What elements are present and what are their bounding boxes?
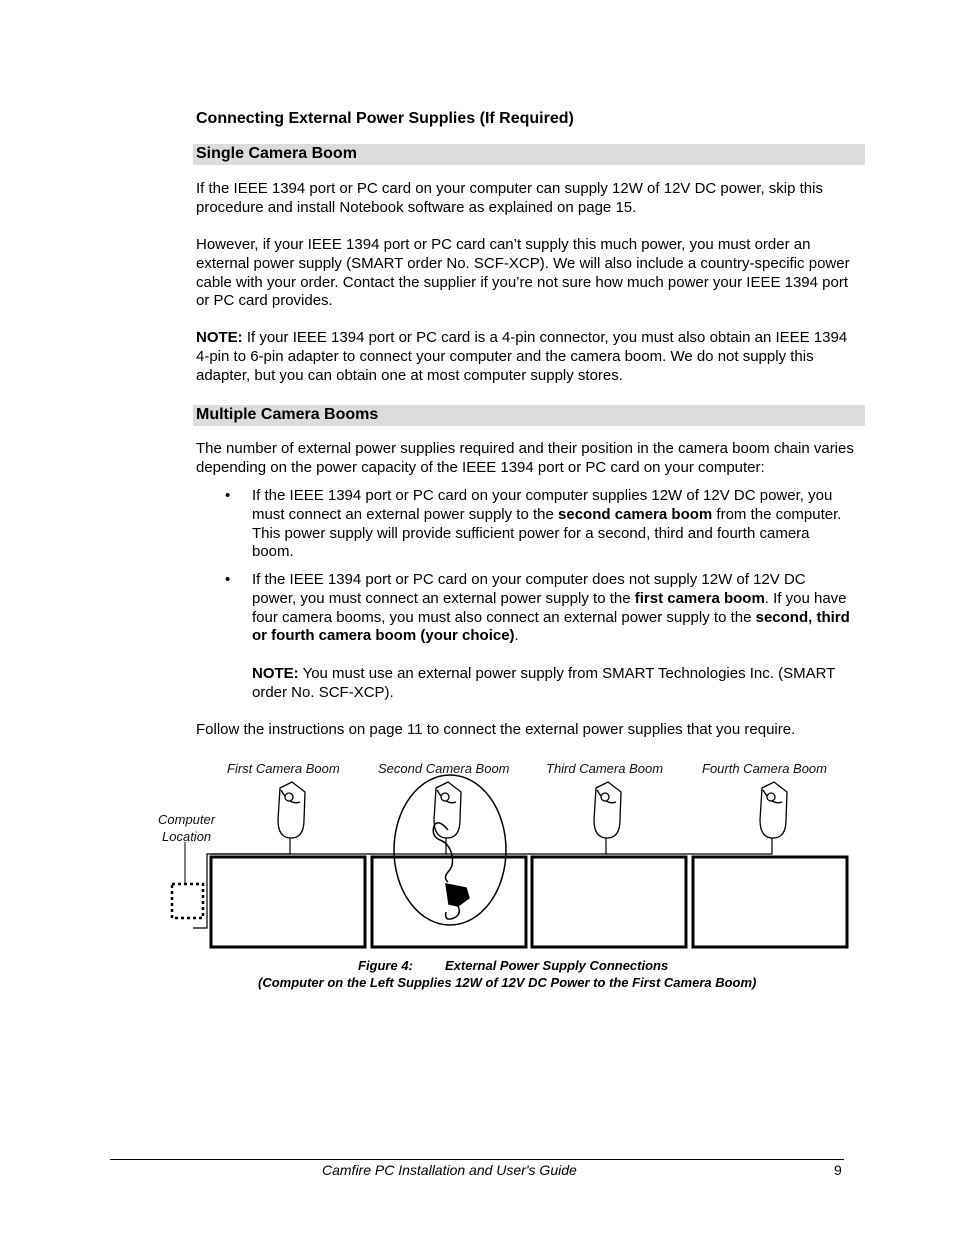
- cable-computer-to-boom1: [193, 854, 290, 928]
- boom-label-1: First Camera Boom: [227, 761, 340, 776]
- figure-number: Figure 4:: [358, 958, 413, 973]
- note-text: If your IEEE 1394 port or PC card is a 4-pin connector, you must also obtain an IEEE 1394 4-pin to 6-pin adapter to connect your computer and the camera boom. We do not supply this adapter, but you can obtain one at most computer supply stores.: [196, 329, 848, 384]
- cable-boom1: [211, 838, 290, 854]
- camera-boom-icon-1: [278, 782, 305, 838]
- footer-rule: [110, 1159, 844, 1160]
- figure-title: External Power Supply Connections: [445, 958, 669, 973]
- bullet-text-part: . If you have four camera booms, you must also connect an external power supply to the: [252, 589, 847, 626]
- bullet-marker: •: [225, 487, 231, 504]
- boom-label-2: Second Camera Boom: [378, 761, 510, 776]
- cable-boom2-to-boom3: [446, 838, 606, 854]
- paragraph: However, if your IEEE 1394 port or PC card can’t supply this much power, you must order an external power supply (SMART order No. SCF-XCP). We will also include a country-specific power cable with your order. Contact the supplier if you’re not sure how much power your IEEE 1394 port or PC card provides.: [196, 236, 850, 310]
- computer-label: Location: [162, 829, 212, 844]
- bullet-bold-part: second, third or fourth camera boom (your choice): [252, 608, 850, 645]
- page-number: 9: [834, 1162, 842, 1178]
- paragraph: If the IEEE 1394 port or PC card on your computer can supply 12W of 12V DC power, skip this procedure and install Notebook software as explained on page 15.: [196, 180, 823, 216]
- subheading-single: Single Camera Boom: [196, 145, 357, 162]
- bullet-text-part: If the IEEE 1394 port or PC card on your computer does not supply 12W of 12V DC power, you must connect an external power supply to the: [252, 571, 806, 607]
- camera-boom-icon-3: [594, 782, 621, 838]
- board-panel-1: [211, 857, 365, 947]
- note-text: You must use an external power supply from SMART Technologies Inc. (SMART order No. SCF-XCP).: [252, 665, 836, 701]
- bullet-text-part: .: [514, 627, 519, 645]
- computer-label: Computer: [158, 812, 216, 827]
- cable-boom1-to-boom2: [290, 838, 446, 854]
- boom-label-3: Third Camera Boom: [546, 761, 664, 776]
- bullet-bold-part: first camera boom: [634, 589, 765, 607]
- figure-subtitle: (Computer on the Left Supplies 12W of 12V DC Power to the First Camera Boom): [258, 975, 757, 990]
- computer-location-box: [172, 884, 203, 918]
- board-panel-3: [532, 857, 686, 947]
- bullet-text-part: If the IEEE 1394 port or PC card on your computer supplies 12W of 12V DC power, you must connect an external power supply to the: [252, 487, 833, 523]
- cable-boom3-to-boom4: [606, 838, 772, 854]
- note-label: NOTE:: [196, 329, 243, 346]
- note-label: NOTE:: [252, 665, 299, 682]
- section-heading: Connecting External Power Supplies (If Required): [196, 110, 574, 127]
- footer-title: Camfire PC Installation and User's Guide: [322, 1162, 577, 1178]
- bullet-marker: •: [225, 571, 231, 588]
- paragraph: The number of external power supplies required and their position in the camera boom chain varies depending on the power capacity of the IEEE 1394 port or PC card on your computer:: [196, 440, 854, 476]
- subheading-multiple: Multiple Camera Booms: [196, 406, 379, 423]
- bullet-text-part: from the computer. This power supply will provide sufficient power for a second, third and fourth camera boom.: [252, 505, 842, 561]
- paragraph: Follow the instructions on page 11 to connect the external power supplies that you require.: [196, 721, 796, 738]
- camera-boom-icon-4: [760, 782, 787, 838]
- bullet-bold-part: second camera boom: [558, 505, 713, 523]
- boom-label-4: Fourth Camera Boom: [702, 761, 827, 776]
- board-panel-4: [693, 857, 847, 947]
